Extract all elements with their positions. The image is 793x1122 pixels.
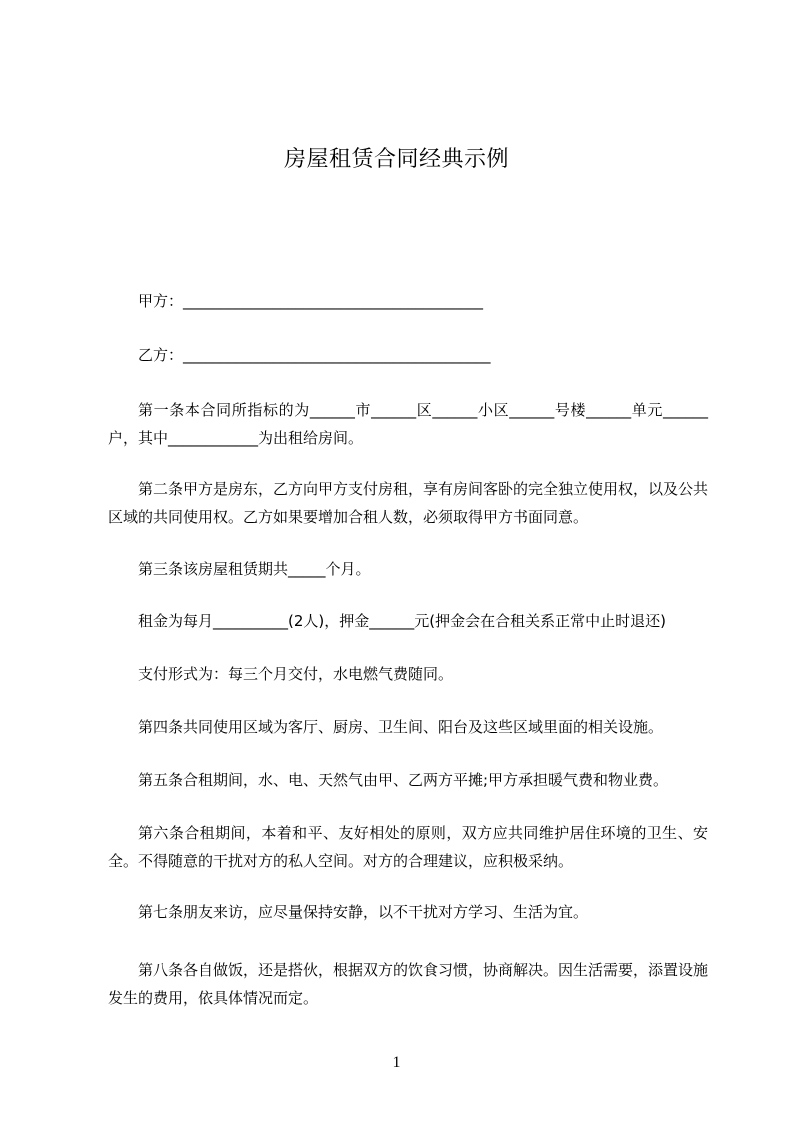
document-title: 房屋租赁合同经典示例	[283, 147, 509, 172]
article-2: 第二条甲方是房东，乙方向甲方支付房租，享有房间客卧的完全独立使用权，以及公共区域的共同使用权。乙方如果要增加合租人数，必须取得甲方书面同意。	[108, 480, 709, 526]
article-7: 第七条朋友来访，应尽量保持安静，以不干扰对方学习、生活为宜。	[138, 903, 589, 921]
article-6: 第六条合租期间，本着和平、友好相处的原则，双方应共同维护居住环境的卫生、安全。不得随意的干扰对方的私人空间。对方的合理建议，应积极采纳。	[108, 824, 708, 870]
party-b-line: 乙方：_________________________________________	[138, 346, 491, 364]
page-number: 1	[392, 1054, 401, 1071]
article-4: 第四条共同使用区域为客厅、厨房、卫生间、阳台及这些区域里面的相关设施。	[138, 718, 664, 736]
article-8: 第八条各自做饭，还是搭伙，根据双方的饮食习惯，协商解决。因生活需要，添置设施发生的费用，依具体情况而定。	[108, 961, 709, 1007]
payment-clause: 支付形式为：每三个月交付，水电燃气费随同。	[138, 665, 454, 683]
article-5: 第五条合租期间，水、电、天然气由甲、乙两方平摊;甲方承担暖气费和物业费。	[138, 771, 669, 789]
party-a-line: 甲方：________________________________________	[138, 292, 484, 310]
rent-clause: 租金为每月__________(2人)，押金______元(押金会在合租关系正常中止时退还)	[138, 612, 666, 630]
article-3: 第三条该房屋租赁期共_____个月。	[138, 560, 371, 578]
article-1: 第一条本合同所指标的为______市______区______小区______号楼______单元______户，其中____________为出租给房间。	[108, 401, 708, 447]
